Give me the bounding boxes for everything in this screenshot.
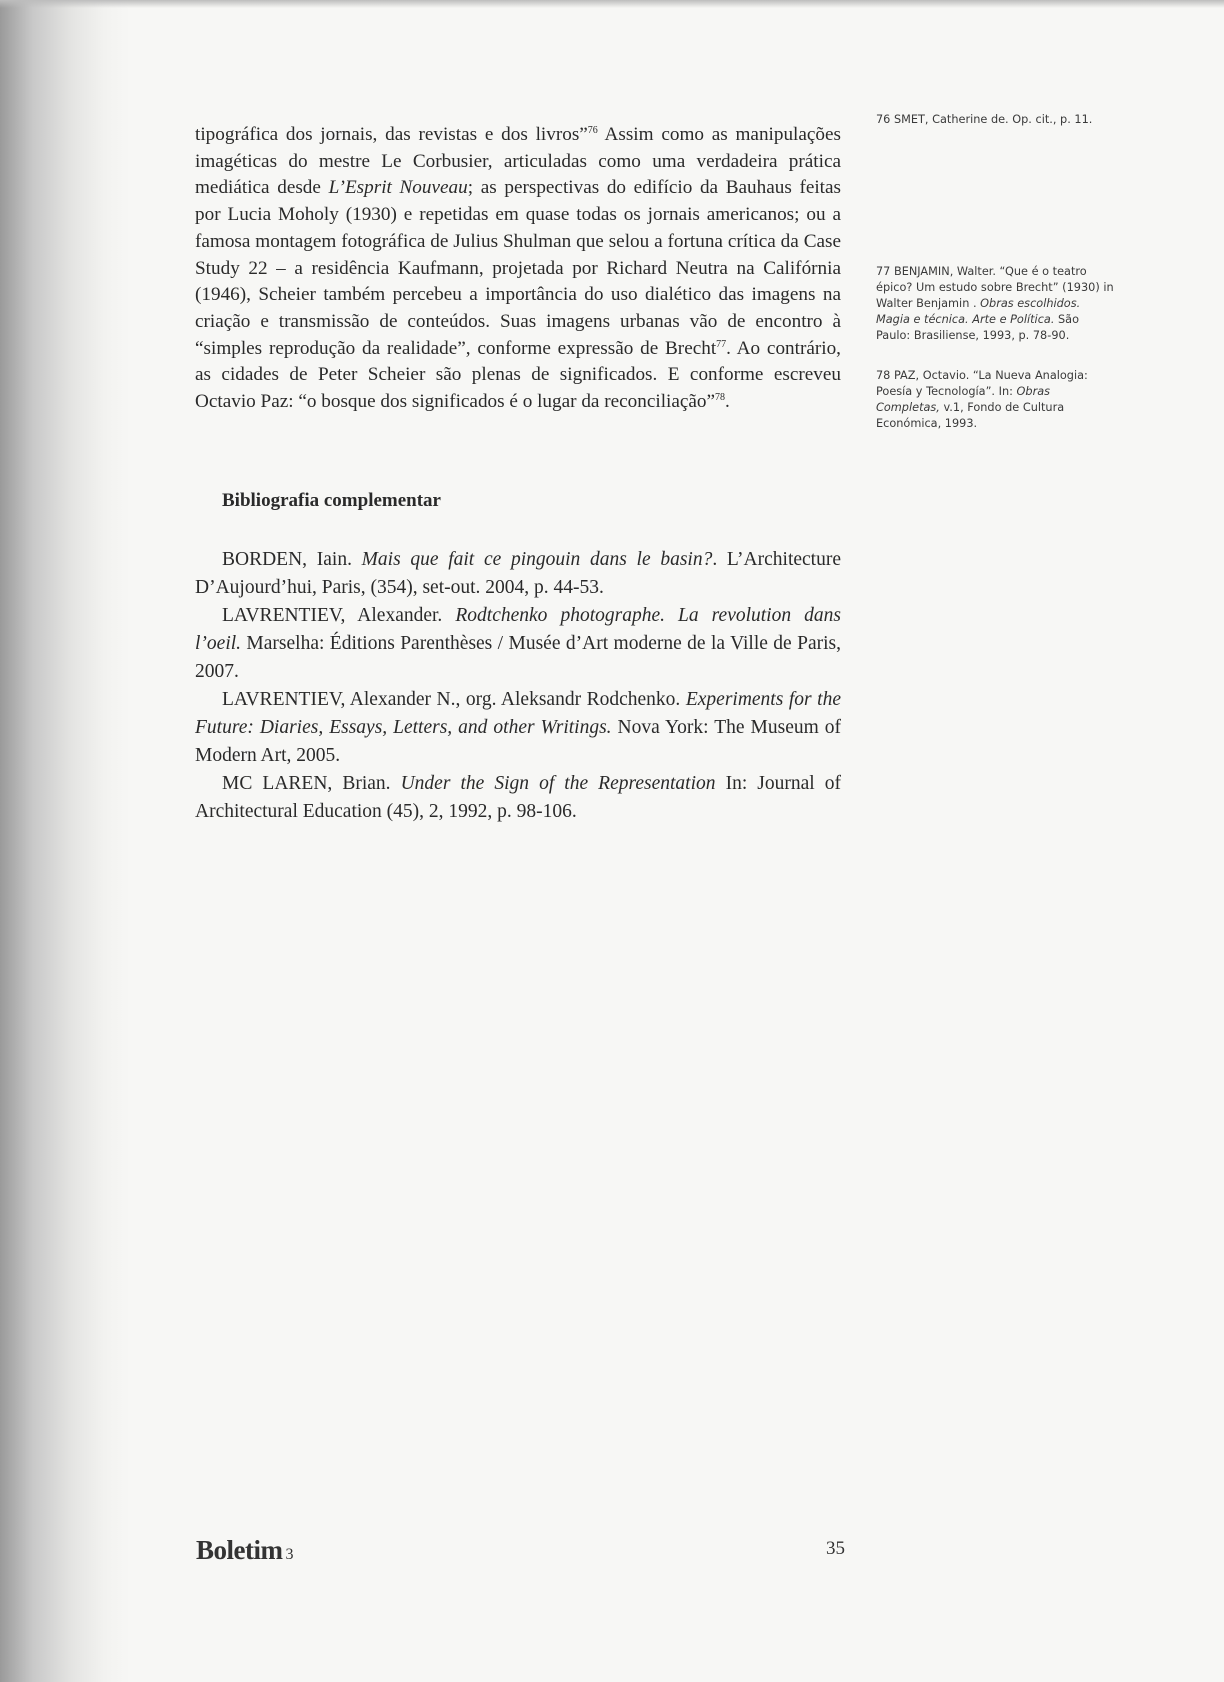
text-run: .: [725, 391, 730, 413]
footer-brand-name: Boletim: [196, 1535, 283, 1565]
text-run: 76 SMET, Catherine de. Op. cit., p. 11.: [876, 113, 1093, 126]
text-run: LAVRENTIEV, Alexander N., org. Aleksandr Rodchenko.: [222, 689, 686, 710]
main-text-column: [195, 122, 841, 416]
text-run: 77 BENJAMIN, Walter. “Que é o teatro épico? Um estudo sobre Brecht” (1930) in Walter Benjamin .: [876, 265, 1114, 310]
body-paragraph: [195, 122, 841, 416]
text-run: . Ao contrário, as cidades de Peter Scheier são plenas de significados. E conforme escreveu Octavio Paz: “o bosque dos significados é o lugar da reconciliação”: [195, 337, 841, 413]
bibliography-entry-lavrentiev-2005: [195, 686, 841, 770]
text-run: 78 PAZ, Octavio. “La Nueva Analogia: Poesía y Tecnología”. In:: [876, 369, 1088, 398]
text-run: ; as perspectivas do edifício da Bauhaus feitas por Lucia Moholy (1930) e repetidas em quase todas os jornais americanos; ou a famosa montagem fotográfica de Julius Shulman que selou a fortuna crítica da Case Study 22 – a residência Kaufmann, projetada por Richard Neutra na Califórnia (1946), Scheier também percebeu a importância do uso dialético das imagens na criação e transmissão de conteúdos. Suas imagens urbanas vão de encontro à “simples reprodução da realidade”, conforme expressão de Brecht: [195, 177, 841, 359]
footnote-77: [876, 264, 1116, 344]
text-run: Assim como as manipulações imagéticas do mestre Le Corbusier, articuladas como uma verdadeira prática mediática desde: [195, 124, 841, 199]
page-gutter-shadow: [0, 0, 130, 1682]
italic-title: Mais que fait ce pingouin dans le basin?: [361, 549, 713, 570]
page-number: 35: [826, 1538, 845, 1559]
bibliography-entry-borden: [195, 546, 841, 602]
bibliography-heading: Bibliografia complementar: [222, 490, 441, 511]
text-run: Marselha: Éditions Parenthèses / Musée d’Art moderne de la Ville de Paris, 2007.: [195, 633, 841, 682]
text-run: Nova York: The Museum of Modern Art, 2005.: [195, 717, 842, 766]
text-run: MC LAREN, Brian.: [222, 773, 401, 794]
italic-title: Rodtchenko photographe. La revolution dans l’oeil.: [195, 605, 841, 654]
text-run: LAVRENTIEV, Alexander.: [222, 605, 456, 626]
bibliography-entry-mclaren: [195, 770, 841, 826]
italic-title: L’Esprit Nouveau: [328, 177, 468, 199]
bibliography-entry-lavrentiev-2007: [195, 602, 841, 686]
text-run: tipográfica dos jornais, das revistas e dos livros”: [195, 124, 588, 145]
page-top-edge: [0, 0, 1224, 8]
text-run: v.1, Fondo de Cultura Económica, 1993.: [876, 401, 1065, 430]
text-run: São Paulo: Brasiliense, 1993, p. 78-90.: [876, 313, 1080, 342]
text-run: BORDEN, Iain.: [222, 549, 362, 570]
footnote-76: [876, 112, 1116, 128]
italic-title: Experiments for the Future: Diaries, Essays, Letters, and other Writings.: [195, 689, 841, 738]
footnote-78: [876, 368, 1116, 432]
footer-publication-logo: [196, 1535, 293, 1566]
text-run: In: Journal of Architectural Education (45), 2, 1992, p. 98-106.: [195, 773, 842, 822]
italic-title: Under the Sign of the Representation: [400, 773, 716, 794]
bibliography-list: [195, 546, 841, 826]
footnote-ref: 77: [716, 338, 727, 350]
italic-title: Obras escolhidos. Magia e técnica. Arte e Política.: [876, 297, 1081, 326]
footnote-ref: 78: [715, 392, 726, 404]
footer-issue-number: 3: [285, 1546, 293, 1563]
footnote-ref: 76: [587, 125, 598, 136]
italic-title: Obras Completas,: [876, 385, 1051, 414]
text-run: . L’Architecture D’Aujourd’hui, Paris, (354), set-out. 2004, p. 44-53.: [195, 549, 841, 598]
